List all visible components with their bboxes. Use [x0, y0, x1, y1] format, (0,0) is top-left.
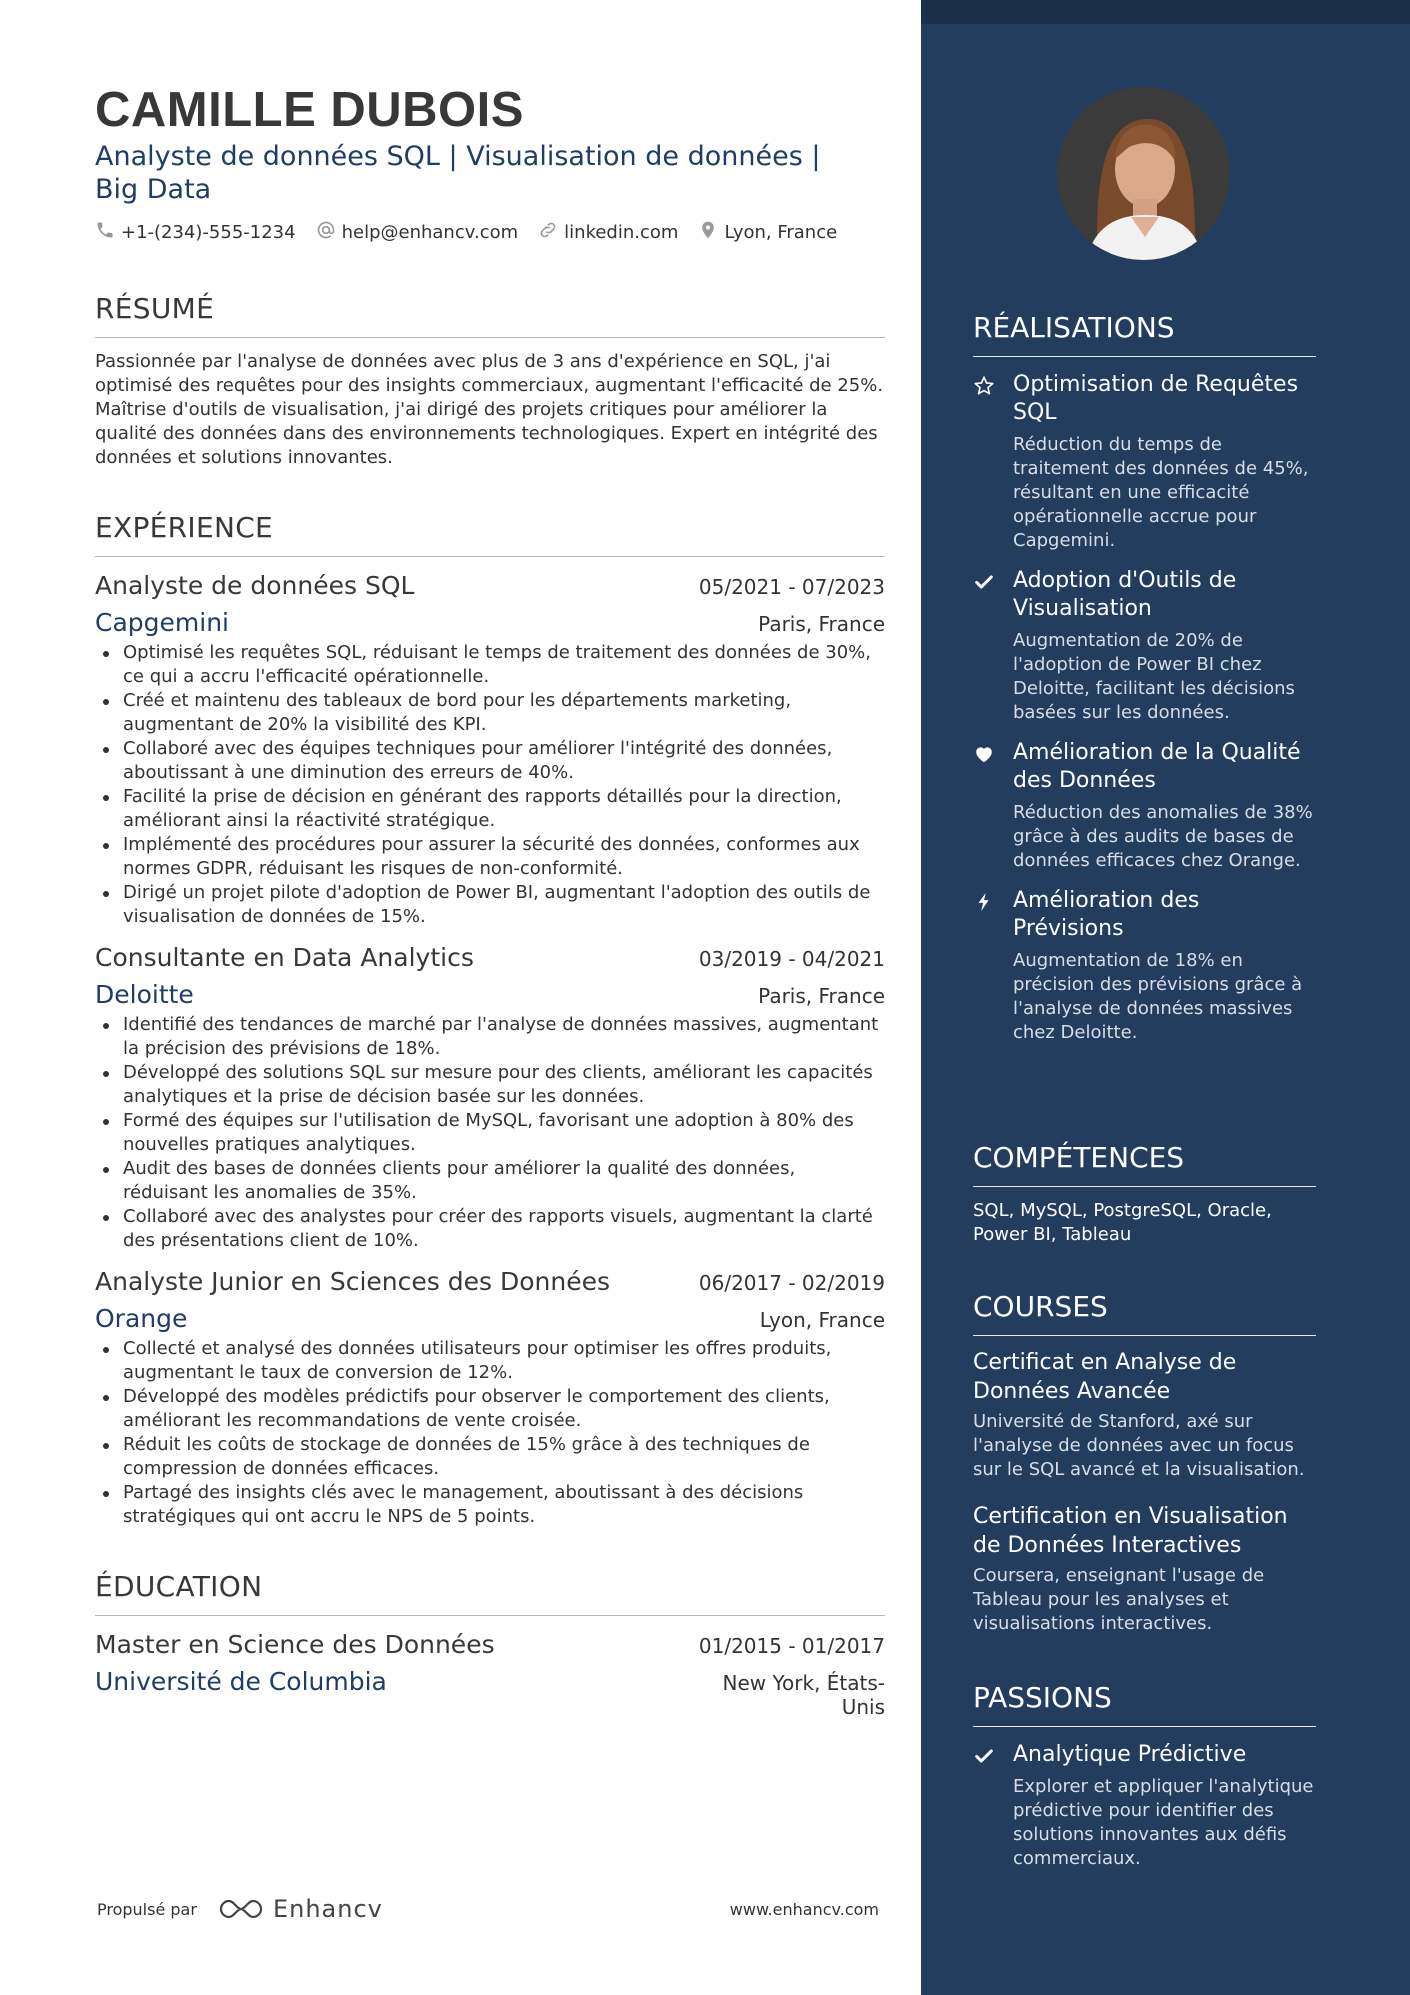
main-column — [95, 80, 885, 1719]
phone-icon — [95, 220, 115, 245]
job-title: Consultante en Data Analytics — [95, 943, 474, 972]
contact-location — [698, 220, 837, 245]
website-link[interactable]: www.enhancv.com — [729, 1899, 879, 1919]
bullet-item: Développé des modèles prédictifs pour observer le comportement des clients, améliorant les recommandations de vente croisée. — [95, 1385, 885, 1433]
passions-heading: PASSIONS — [973, 1681, 1112, 1714]
contact-linkedin[interactable] — [538, 220, 678, 245]
job-dates: 03/2019 - 04/2021 — [698, 947, 885, 971]
section-divider — [973, 1335, 1316, 1336]
job-location: Paris, France — [758, 984, 885, 1008]
school-name: Université de Columbia — [95, 1667, 387, 1696]
section-divider — [973, 1726, 1316, 1727]
job-entry — [95, 569, 885, 929]
location-text: Lyon, France — [724, 222, 838, 243]
sidebar-top-band — [921, 0, 1410, 24]
achievements-section — [973, 310, 1316, 1045]
bullet-item: Collaboré avec des équipes techniques pour améliorer l'intégrité des données, aboutissant à une diminution des erreurs de 40%. — [95, 737, 885, 785]
bullet-item: Réduit les coûts de stockage de données de 15% grâce à des techniques de compression de données efficaces. — [95, 1433, 885, 1481]
brand-name: Enhancv — [272, 1895, 383, 1923]
skills-section — [973, 1140, 1316, 1247]
bullet-item: Collecté et analysé des données utilisateurs pour optimiser les offres produits, augmentant le taux de conversion de 12%. — [95, 1337, 885, 1385]
summary-heading: RÉSUMÉ — [95, 292, 215, 325]
infinity-logo-icon — [217, 1897, 265, 1921]
linkedin-text: linkedin.com — [564, 222, 679, 243]
achievement-desc: Réduction du temps de traitement des données de 45%, résultant en une efficacité opérationnelle accrue pour Capgemini. — [1013, 434, 1309, 551]
bullet-item: Formé des équipes sur l'utilisation de MySQL, favorisant une adoption à 80% des nouvelles pratiques analytiques. — [95, 1109, 885, 1157]
passion-desc: Explorer et appliquer l'analytique prédictive pour identifier des solutions innovantes aux défis commerciaux. — [1013, 1776, 1314, 1869]
bullet-item: Identifié des tendances de marché par l'analyse de données massives, augmentant la précision des prévisions de 18%. — [95, 1013, 885, 1061]
education-location-line: Unis — [841, 1695, 885, 1719]
section-divider — [973, 356, 1316, 357]
job-dates: 06/2017 - 02/2019 — [698, 1271, 885, 1295]
experience-section — [95, 510, 885, 1529]
job-entry — [95, 941, 885, 1253]
achievement-title: Amélioration des Prévisions — [1013, 888, 1200, 941]
company-name: Orange — [95, 1304, 188, 1333]
candidate-name: CAMILLE DUBOIS — [95, 83, 524, 137]
job-dates: 05/2021 - 07/2023 — [698, 575, 885, 599]
company-name: Deloitte — [95, 980, 194, 1009]
job-location: Lyon, France — [759, 1308, 885, 1332]
section-divider — [973, 1186, 1316, 1187]
star-icon — [973, 382, 995, 401]
email-text: help@enhancv.com — [341, 222, 519, 243]
bullet-item: Partagé des insights clés avec le management, aboutissant à des décisions stratégiques qui ont accru le NPS de 5 points. — [95, 1481, 885, 1529]
achievement-item — [973, 567, 1316, 725]
bullet-item: Facilité la prise de décision en générant des rapports détaillés pour la direction, améliorant ainsi la réactivité stratégique. — [95, 785, 885, 833]
achievement-item — [973, 739, 1316, 873]
check-icon — [973, 578, 995, 597]
job-bullets — [95, 641, 885, 929]
location-pin-icon — [698, 220, 718, 245]
education-heading: ÉDUCATION — [95, 1570, 263, 1603]
achievement-desc: Augmentation de 20% de l'adoption de Power BI chez Deloitte, facilitant les décisions basées sur les données. — [1013, 630, 1295, 723]
achievement-title: Optimisation de Requêtes SQL — [1013, 372, 1299, 425]
passion-title: Analytique Prédictive — [1013, 1742, 1247, 1767]
achievement-desc: Réduction des anomalies de 38% grâce à des audits de bases de données efficaces chez Orange. — [1013, 802, 1313, 871]
powered-by — [97, 1895, 383, 1923]
education-location — [722, 1671, 885, 1719]
achievement-title: Adoption d'Outils de Visualisation — [1013, 568, 1237, 621]
bullet-item: Audit des bases de données clients pour améliorer la qualité des données, réduisant les anomalies de 35%. — [95, 1157, 885, 1205]
course-title: Certification en Visualisation de Données Interactives — [973, 1504, 1288, 1558]
job-entry — [95, 1265, 885, 1529]
heart-icon — [973, 750, 995, 769]
achievement-desc: Augmentation de 18% en précision des prévisions grâce à l'analyse de données massives chez Deloitte. — [1013, 950, 1303, 1043]
education-location-line: New York, États- — [722, 1671, 885, 1695]
job-bullets — [95, 1337, 885, 1529]
contact-row — [95, 220, 885, 245]
link-icon — [538, 220, 558, 245]
degree-title: Master en Science des Données — [95, 1630, 495, 1659]
section-divider — [95, 556, 885, 557]
skills-heading: COMPÉTENCES — [973, 1141, 1185, 1174]
enhancv-logo[interactable] — [217, 1895, 383, 1923]
education-section — [95, 1569, 885, 1719]
bolt-icon — [973, 898, 995, 917]
achievement-item — [973, 371, 1316, 553]
experience-heading: EXPÉRIENCE — [95, 511, 274, 544]
course-item — [973, 1502, 1316, 1636]
section-divider — [95, 1615, 885, 1616]
avatar — [1057, 87, 1230, 260]
bullet-item: Créé et maintenu des tableaux de bord pour les départements marketing, augmentant de 20% la visibilité des KPI. — [95, 689, 885, 737]
course-desc: Université de Stanford, axé sur l'analyse de données avec un focus sur le SQL avancé et la visualisation. — [973, 1411, 1305, 1480]
bullet-item: Implémenté des procédures pour assurer la sécurité des données, conformes aux normes GDPR, réduisant les risques de non-conformité. — [95, 833, 885, 881]
bullet-item: Collaboré avec des analystes pour créer des rapports visuels, augmentant la clarté des présentations client de 10%. — [95, 1205, 885, 1253]
powered-by-label: Propulsé par — [97, 1899, 197, 1919]
summary-text: Passionnée par l'analyse de données avec plus de 3 ans d'expérience en SQL, j'ai optimisé des requêtes pour des insights commerciaux, augmentant l'efficacité de 25%. Maîtrise d'outils de visualisation, j'ai dirigé des projets critiques pour améliorer la qualité des données dans des environnements technologiques. Expert en intégrité des données et solutions innovantes. — [95, 351, 884, 468]
course-desc: Coursera, enseignant l'usage de Tableau pour les analyses et visualisations interactives. — [973, 1565, 1265, 1634]
check-icon — [973, 1752, 995, 1771]
courses-heading: COURSES — [973, 1290, 1108, 1323]
skills-list: SQL, MySQL, PostgreSQL, Oracle, Power BI, Tableau — [973, 1200, 1272, 1245]
phone-text: +1-(234)-555-1234 — [121, 222, 296, 243]
passions-section — [973, 1680, 1316, 1871]
job-title: Analyste de données SQL — [95, 571, 415, 600]
job-bullets — [95, 1013, 885, 1253]
bullet-item: Dirigé un projet pilote d'adoption de Power BI, augmentant l'adoption des outils de visualisation de données de 15%. — [95, 881, 885, 929]
at-icon — [316, 220, 336, 245]
bullet-item: Développé des solutions SQL sur mesure pour des clients, améliorant les capacités analytiques et la prise de décision basée sur les données. — [95, 1061, 885, 1109]
achievement-item — [973, 887, 1316, 1045]
passion-item — [973, 1741, 1316, 1871]
candidate-title: Analyste de données SQL | Visualisation de données | Big Data — [95, 141, 821, 205]
achievement-title: Amélioration de la Qualité des Données — [1013, 740, 1301, 793]
bullet-item: Optimisé les requêtes SQL, réduisant le temps de traitement des données de 30%, ce qui a accru l'efficacité opérationnelle. — [95, 641, 885, 689]
achievements-heading: RÉALISATIONS — [973, 311, 1175, 344]
footer — [97, 1895, 879, 1923]
section-divider — [95, 337, 885, 338]
courses-section — [973, 1289, 1316, 1636]
contact-email[interactable] — [316, 220, 519, 245]
course-title: Certificat en Analyse de Données Avancée — [973, 1350, 1237, 1404]
company-name: Capgemini — [95, 608, 229, 637]
course-item — [973, 1348, 1316, 1482]
contact-phone[interactable] — [95, 220, 296, 245]
education-dates: 01/2015 - 01/2017 — [698, 1634, 885, 1658]
summary-section — [95, 291, 885, 470]
job-location: Paris, France — [758, 612, 885, 636]
job-title: Analyste Junior en Sciences des Données — [95, 1267, 610, 1296]
